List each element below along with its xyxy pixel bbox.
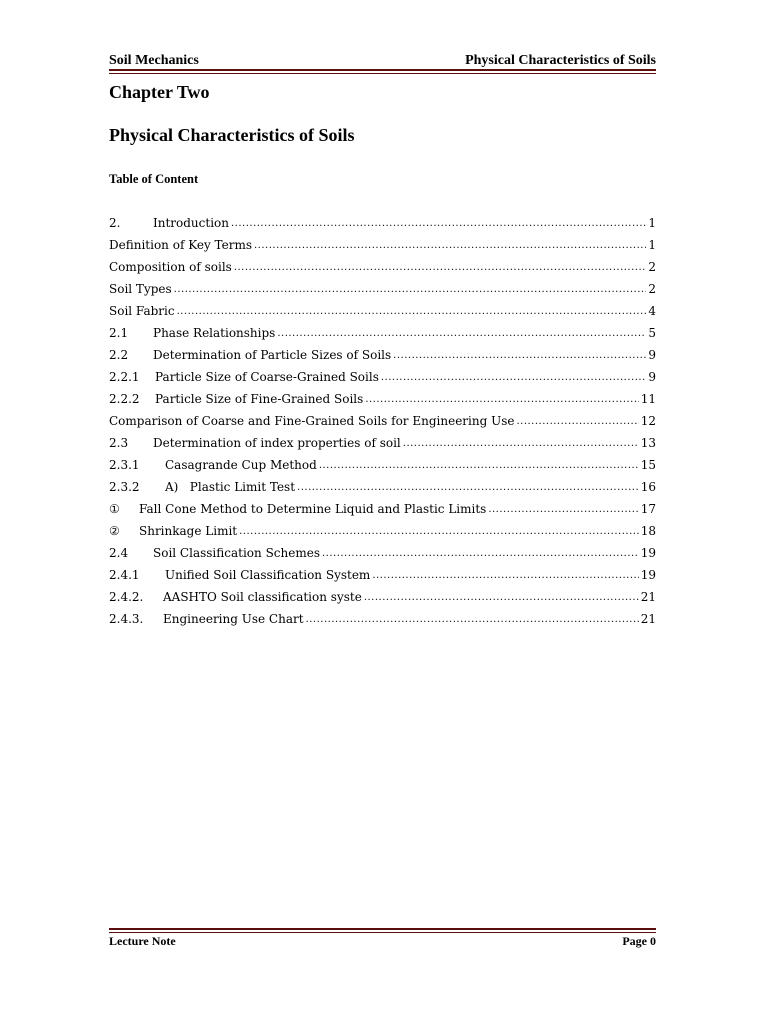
toc-dot-leader bbox=[488, 504, 638, 515]
toc-dot-leader bbox=[403, 438, 639, 449]
toc-entry[interactable] bbox=[109, 256, 656, 278]
toc-entry[interactable] bbox=[109, 476, 656, 498]
running-footer bbox=[109, 934, 656, 950]
header-chapter-title: Physical Characteristics of Soils bbox=[465, 53, 656, 68]
toc-entry-number: 2.4 bbox=[109, 546, 129, 560]
toc-entry[interactable] bbox=[109, 234, 656, 256]
header-rule-thick bbox=[109, 69, 656, 71]
toc-dot-leader bbox=[393, 350, 646, 361]
toc-entry-title: Introduction bbox=[153, 216, 229, 230]
toc-entry-title: Determination of Particle Sizes of Soils bbox=[153, 348, 392, 362]
toc-entry-number: 2.4.1 bbox=[109, 568, 140, 582]
toc-entry-number: 2.3.1 bbox=[109, 458, 140, 472]
toc-entry-title: Phase Relationships bbox=[153, 326, 276, 340]
toc-entry-page: 19 bbox=[640, 568, 656, 582]
toc-entry[interactable] bbox=[109, 586, 656, 608]
toc-entry[interactable] bbox=[109, 212, 656, 234]
toc-dot-leader bbox=[306, 614, 639, 625]
toc-dot-leader bbox=[239, 526, 639, 537]
toc-entry[interactable] bbox=[109, 388, 656, 410]
header-rule-thin bbox=[109, 73, 656, 74]
toc-entry-title: Comparison of Coarse and Fine-Grained Soils for Engineering Use bbox=[109, 414, 515, 428]
toc-entry-title: Shrinkage Limit bbox=[139, 524, 238, 538]
toc-entry[interactable] bbox=[109, 366, 656, 388]
toc-heading: Table of Content bbox=[109, 172, 199, 186]
toc-dot-leader bbox=[297, 482, 639, 493]
footer-label: Lecture Note bbox=[109, 934, 176, 948]
toc-entry-title: Soil Fabric bbox=[109, 304, 175, 318]
toc-entry-number: 2.2 bbox=[109, 348, 129, 362]
toc-entry-page: 2 bbox=[648, 282, 656, 296]
toc-entry-page: 21 bbox=[640, 590, 656, 604]
toc-entry[interactable] bbox=[109, 520, 656, 542]
toc-entry-page: 12 bbox=[640, 414, 656, 428]
toc-entry-page: 11 bbox=[640, 392, 656, 406]
toc-dot-leader bbox=[231, 218, 646, 229]
toc-entry-title: Determination of index properties of soil bbox=[153, 436, 401, 450]
toc-entry[interactable] bbox=[109, 608, 656, 630]
toc-entry[interactable] bbox=[109, 410, 656, 432]
toc-dot-leader bbox=[372, 570, 638, 581]
toc-entry-number: 2.4.3. bbox=[109, 612, 144, 626]
toc-entry-page: 1 bbox=[648, 238, 656, 252]
toc-entry-number: ① bbox=[109, 502, 120, 516]
toc-entry[interactable] bbox=[109, 344, 656, 366]
toc-entry-title: Engineering Use Chart bbox=[163, 612, 304, 626]
toc-entry-title: Composition of soils bbox=[109, 260, 232, 274]
toc-entry-title: Unified Soil Classification System bbox=[165, 568, 371, 582]
toc-entry-title: Casagrande Cup Method bbox=[165, 458, 317, 472]
page-number: Page 0 bbox=[622, 934, 656, 948]
toc-entry-page: 9 bbox=[648, 370, 656, 384]
toc-entry-title: Particle Size of Coarse-Grained Soils bbox=[155, 370, 379, 384]
toc-entry-title: A) Plastic Limit Test bbox=[165, 480, 296, 494]
page-title: Physical Characteristics of Soils bbox=[109, 125, 355, 145]
toc-dot-leader bbox=[381, 372, 646, 383]
toc-entry-number: 2.2.1 bbox=[109, 370, 140, 384]
toc-entry-page: 18 bbox=[640, 524, 656, 538]
toc-dot-leader bbox=[319, 460, 639, 471]
toc-entry-page: 19 bbox=[640, 546, 656, 560]
toc-entry-number: 2.4.2. bbox=[109, 590, 144, 604]
toc-entry-title: Fall Cone Method to Determine Liquid and Plastic Limits bbox=[139, 502, 487, 516]
toc-entry-number: 2.1 bbox=[109, 326, 129, 340]
toc-entry-number: 2.2.2 bbox=[109, 392, 140, 406]
toc-entry-page: 2 bbox=[648, 260, 656, 274]
toc-entry-page: 9 bbox=[648, 348, 656, 362]
toc-dot-leader bbox=[177, 306, 647, 317]
toc-entry[interactable] bbox=[109, 278, 656, 300]
toc-entry-number: 2. bbox=[109, 216, 121, 230]
toc-entry-page: 15 bbox=[640, 458, 656, 472]
toc-entry-title: Soil Types bbox=[109, 282, 172, 296]
toc-dot-leader bbox=[234, 262, 647, 273]
toc-entry-number: 2.3 bbox=[109, 436, 129, 450]
toc-dot-leader bbox=[174, 284, 647, 295]
toc-dot-leader bbox=[365, 394, 638, 405]
running-header bbox=[109, 53, 656, 69]
toc-entry-title: Particle Size of Fine-Grained Soils bbox=[155, 392, 364, 406]
footer-rule-thin bbox=[109, 932, 656, 933]
footer-rule-thick bbox=[109, 928, 656, 930]
toc-dot-leader bbox=[516, 416, 638, 427]
header-course-title: Soil Mechanics bbox=[109, 53, 199, 68]
toc-entry-page: 21 bbox=[640, 612, 656, 626]
toc-entry-page: 17 bbox=[640, 502, 656, 516]
toc-entry[interactable] bbox=[109, 322, 656, 344]
toc-entry[interactable] bbox=[109, 300, 656, 322]
toc-entry-page: 1 bbox=[648, 216, 656, 230]
toc-entry-page: 5 bbox=[648, 326, 656, 340]
chapter-label: Chapter Two bbox=[109, 82, 210, 102]
toc-entry[interactable] bbox=[109, 498, 656, 520]
toc-entry[interactable] bbox=[109, 564, 656, 586]
toc-entry-title: Definition of Key Terms bbox=[109, 238, 252, 252]
toc-entry-page: 13 bbox=[640, 436, 656, 450]
toc-dot-leader bbox=[364, 592, 639, 603]
toc-entry[interactable] bbox=[109, 432, 656, 454]
toc-entry-title: Soil Classification Schemes bbox=[153, 546, 320, 560]
toc-entry[interactable] bbox=[109, 542, 656, 564]
toc-entry-number: ② bbox=[109, 524, 120, 538]
toc-entry-page: 4 bbox=[648, 304, 656, 318]
toc-entry-title: AASHTO Soil classification syste bbox=[163, 590, 362, 604]
toc-dot-leader bbox=[254, 240, 646, 251]
toc-entry-number: 2.3.2 bbox=[109, 480, 140, 494]
toc-dot-leader bbox=[277, 328, 646, 339]
table-of-contents bbox=[109, 212, 656, 630]
toc-entry[interactable] bbox=[109, 454, 656, 476]
toc-dot-leader bbox=[322, 548, 639, 559]
toc-entry-page: 16 bbox=[640, 480, 656, 494]
